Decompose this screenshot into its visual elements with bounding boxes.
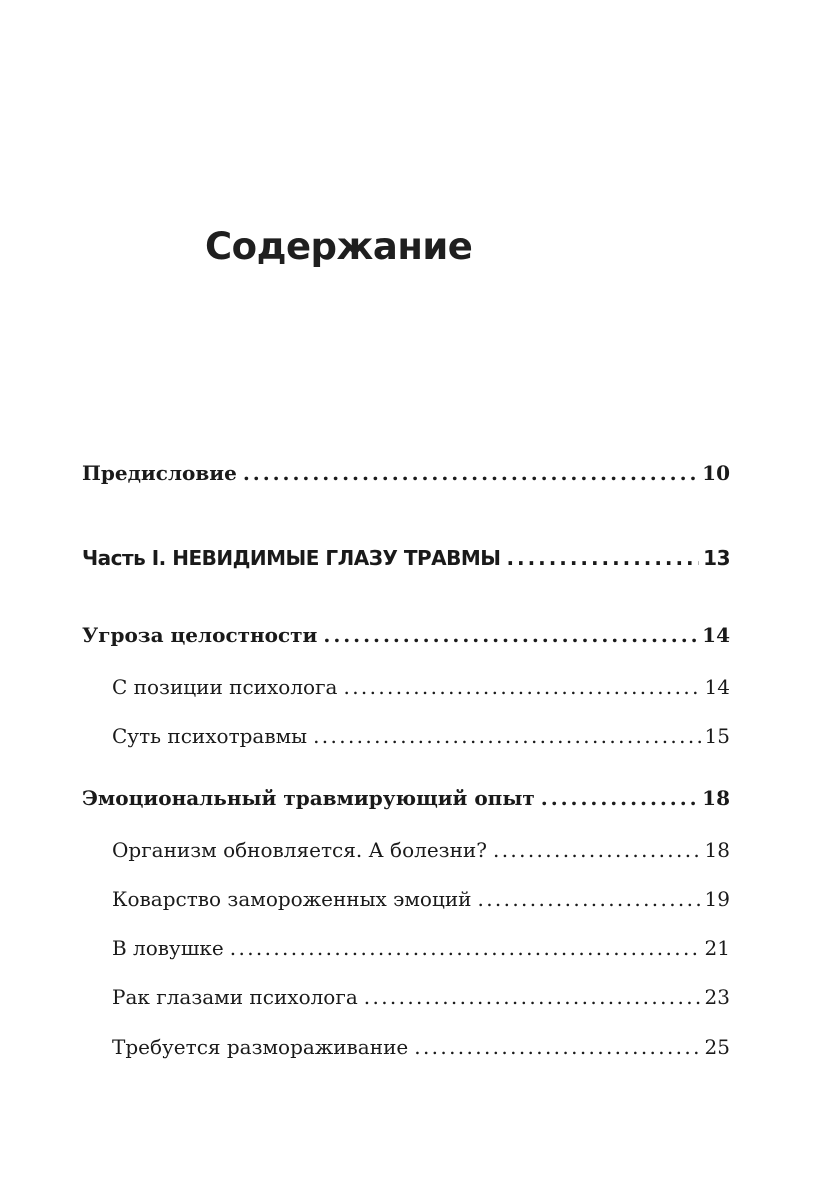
- toc-entry-section[interactable]: [112, 1034, 730, 1060]
- dot-leader: [313, 723, 700, 749]
- toc-entry-page: 18: [702, 786, 730, 810]
- toc-entry-title: Часть I. НЕВИДИМЫЕ ГЛАЗУ ТРАВМЫ: [82, 546, 501, 570]
- dot-leader: [506, 545, 699, 571]
- dot-leader: [243, 460, 698, 486]
- toc-entry-title: Организм обновляется. А болезни?: [112, 838, 487, 862]
- toc-entry-title: Рак глазами психолога: [112, 985, 358, 1009]
- toc-entry-page: 14: [702, 623, 730, 647]
- toc-entry-section[interactable]: [112, 935, 730, 961]
- toc-entry-page: 14: [704, 675, 730, 699]
- dot-leader: [323, 622, 698, 648]
- toc-entry-page: 25: [704, 1035, 730, 1059]
- toc-entry-section[interactable]: [112, 886, 730, 912]
- dot-leader: [541, 785, 698, 811]
- toc-entry-page: 13: [703, 546, 730, 570]
- dot-leader: [230, 935, 701, 961]
- dot-leader: [493, 837, 701, 863]
- page-title: Содержание: [205, 225, 473, 268]
- toc-entry-page: 19: [704, 887, 730, 911]
- toc-entry-preface[interactable]: [82, 460, 730, 486]
- toc-entry-title: Требуется размораживание: [112, 1035, 409, 1059]
- toc-entry-title: Суть психотравмы: [112, 724, 308, 748]
- toc-entry-page: 21: [704, 936, 730, 960]
- toc-entry-page: 10: [702, 461, 730, 485]
- toc-entry-chapter[interactable]: [82, 622, 730, 648]
- toc-entry-page: 15: [704, 724, 730, 748]
- toc-entry-section[interactable]: [112, 723, 730, 749]
- toc-entry-section[interactable]: [112, 674, 730, 700]
- toc-entry-chapter[interactable]: [82, 785, 730, 811]
- dot-leader: [343, 674, 700, 700]
- toc-entry-page: 23: [704, 985, 730, 1009]
- toc-entry-part-1[interactable]: [82, 545, 730, 571]
- toc-entry-title: Коварство замороженных эмоций: [112, 887, 472, 911]
- toc-entry-title: Эмоциональный травмирующий опыт: [82, 786, 535, 810]
- toc-entry-page: 18: [704, 838, 730, 862]
- toc-entry-title: В ловушке: [112, 936, 224, 960]
- toc-entry-title: С позиции психолога: [112, 675, 338, 699]
- toc-entry-title: Угроза целостности: [82, 623, 318, 647]
- dot-leader: [364, 984, 701, 1010]
- dot-leader: [414, 1034, 700, 1060]
- toc-entry-section[interactable]: [112, 837, 730, 863]
- toc-entry-title: Предисловие: [82, 461, 237, 485]
- toc-entry-section[interactable]: [112, 984, 730, 1010]
- dot-leader: [477, 886, 700, 912]
